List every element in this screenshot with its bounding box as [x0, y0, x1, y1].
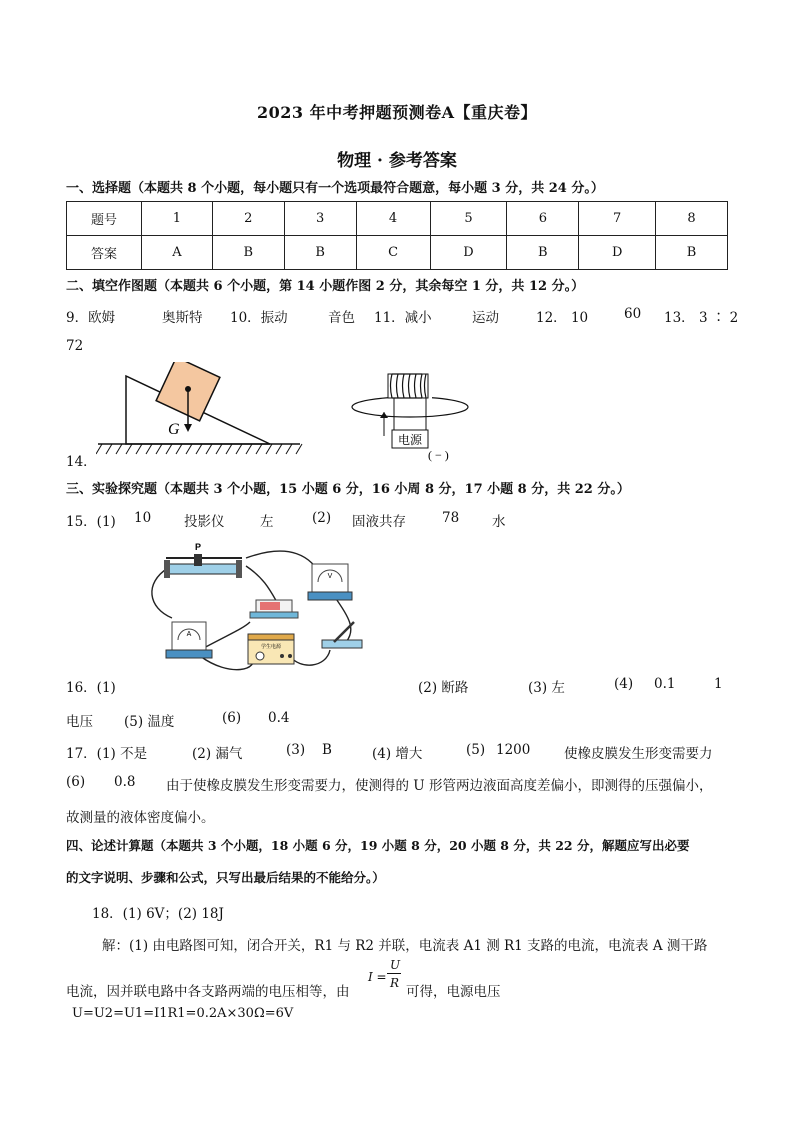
answer-15-3: 左: [260, 514, 274, 530]
formula-r: R: [390, 976, 400, 990]
page-title: 2023 年中考押题预测卷A【重庆卷】: [256, 103, 538, 122]
section-1-heading: 一、选择题（本题共 8 个小题，每小题只有一个选项最符合题意，每小题 3 分，共 24 分。）: [66, 181, 604, 196]
answer-17-5b: 使橡皮膜发生形变需要力: [564, 746, 713, 762]
answer-13b: 72: [66, 338, 84, 354]
incline-diagram: [96, 362, 306, 458]
voltmeter-label: V: [327, 573, 333, 580]
answer-18: 18．(1) 6V；(2) 18J: [92, 906, 224, 922]
answer-16-4b: 1: [714, 676, 723, 692]
table-cell: 7: [579, 202, 656, 236]
answer-17-5: (5): [466, 742, 486, 758]
answer-17-2: (2) 漏气: [192, 746, 243, 762]
solution-line-2a: 电流，因并联电路中各支路两端的电压相等，由: [66, 984, 350, 1000]
answer-16-2: (2) 断路: [418, 680, 469, 696]
answer-12b: 60: [624, 306, 642, 322]
slider-p-label: P: [194, 542, 202, 552]
table-cell: D: [430, 236, 507, 270]
table-cell: 2: [212, 202, 284, 236]
answer-17-line3: 故测量的液体密度偏小。: [66, 810, 215, 826]
ammeter-label: A: [186, 631, 192, 638]
solution-line-2b: 可得，电源电压: [406, 984, 501, 1000]
circuit-diagram: [150, 538, 382, 678]
section-4-heading-1: 四、论述计算题（本题共 3 个小题，18 小题 6 分，19 小题 8 分，20 小题 8 分，共 22 分，解题应写出必要: [66, 838, 690, 853]
table-cell: 5: [430, 202, 507, 236]
answer-17-5a: 1200: [496, 742, 531, 758]
answer-15-7: 水: [492, 514, 506, 530]
answer-16-line2-c: (6): [222, 710, 242, 726]
answer-17-6: (6): [66, 774, 86, 790]
table-cell: B: [284, 236, 356, 270]
answer-16-4: (4): [614, 676, 634, 692]
g-label: G: [168, 421, 180, 438]
solution-line-1: 解：(1) 由电路图可知，闭合开关，R1 与 R2 并联，电流表 A1 测 R1 支路的电流，电流表 A 测干路: [102, 938, 708, 954]
section-4-heading-2: 的文字说明、步骤和公式，只写出最后结果的不能给分。）: [66, 870, 385, 885]
formula-i: I =: [368, 970, 387, 984]
answer-17-3: (3): [286, 742, 306, 758]
answer-17: 17．(1) 不是: [66, 746, 148, 762]
section-2-heading: 二、填空作图题（本题共 6 个小题，第 14 小题作图 2 分，其余每空 1 分，共 12 分。）: [66, 279, 585, 294]
table-cell: 题号: [67, 202, 142, 236]
table-cell: 8: [656, 202, 728, 236]
polarity-label: ( − ): [428, 448, 449, 462]
answer-11b: 运动: [472, 310, 499, 326]
section-3-heading: 三、实验探究题（本题共 3 个小题，15 小题 6 分，16 小周 8 分，17 小题 8 分，共 22 分。）: [66, 482, 630, 497]
answer-15: 15．(1): [66, 514, 116, 530]
table-row: [67, 202, 728, 236]
table-cell: 3: [284, 202, 356, 236]
answer-15-5: 固液共存: [352, 514, 406, 530]
answer-16-line2-b: (5) 温度: [124, 714, 175, 730]
answer-16-3: (3) 左: [528, 680, 565, 696]
answer-17-4: (4) 增大: [372, 746, 423, 762]
page-subtitle: 物理 · 参考答案: [337, 151, 457, 171]
table-cell: B: [507, 236, 579, 270]
answer-11: 11．减小: [374, 310, 432, 326]
answer-9: 9．欧姆: [66, 310, 116, 326]
solenoid-diagram: [348, 360, 474, 464]
answer-10: 10．振动: [230, 310, 288, 326]
answer-14: 14．: [66, 454, 97, 470]
answer-17-6b: 由于使橡皮膜发生形变需要力，使测得的 U 形管两边液面高度差偏小，即测得的压强偏小，: [166, 778, 713, 794]
table-cell: C: [356, 236, 430, 270]
answer-15-6: 78: [442, 510, 460, 526]
answer-10b: 音色: [328, 310, 355, 326]
table-cell: 答案: [67, 236, 142, 270]
answer-15-1: 10: [134, 510, 152, 526]
answer-16-line2-a: 电压: [66, 714, 93, 730]
table-cell: 6: [507, 202, 579, 236]
answer-16: 16．(1): [66, 680, 116, 696]
answer-12: 12． 10: [536, 310, 589, 326]
table-cell: D: [579, 236, 656, 270]
answer-16-line2-d: 0.4: [268, 710, 290, 726]
answer-16-4a: 0.1: [654, 676, 676, 692]
power-source-label: 电源: [397, 433, 423, 447]
table-cell: B: [212, 236, 284, 270]
table-cell: 1: [142, 202, 213, 236]
solution-line-3: U=U2=U1=I1R1=0.2A×30Ω=6V: [72, 1006, 294, 1021]
table-cell: A: [142, 236, 213, 270]
answer-17-6a: 0.8: [114, 774, 136, 790]
answer-13: 13． 3 ∶ 2: [664, 310, 739, 326]
table-cell: B: [656, 236, 728, 270]
answer-9b: 奥斯特: [162, 310, 203, 326]
answer-15-2: 投影仪: [184, 514, 225, 530]
answer-table: [66, 201, 728, 270]
answer-17-3a: B: [322, 742, 332, 758]
table-row: [67, 236, 728, 270]
answer-15-4: (2): [312, 510, 332, 526]
power-supply-label: 学生电源: [260, 644, 282, 650]
table-cell: 4: [356, 202, 430, 236]
formula-u: U: [390, 958, 401, 972]
